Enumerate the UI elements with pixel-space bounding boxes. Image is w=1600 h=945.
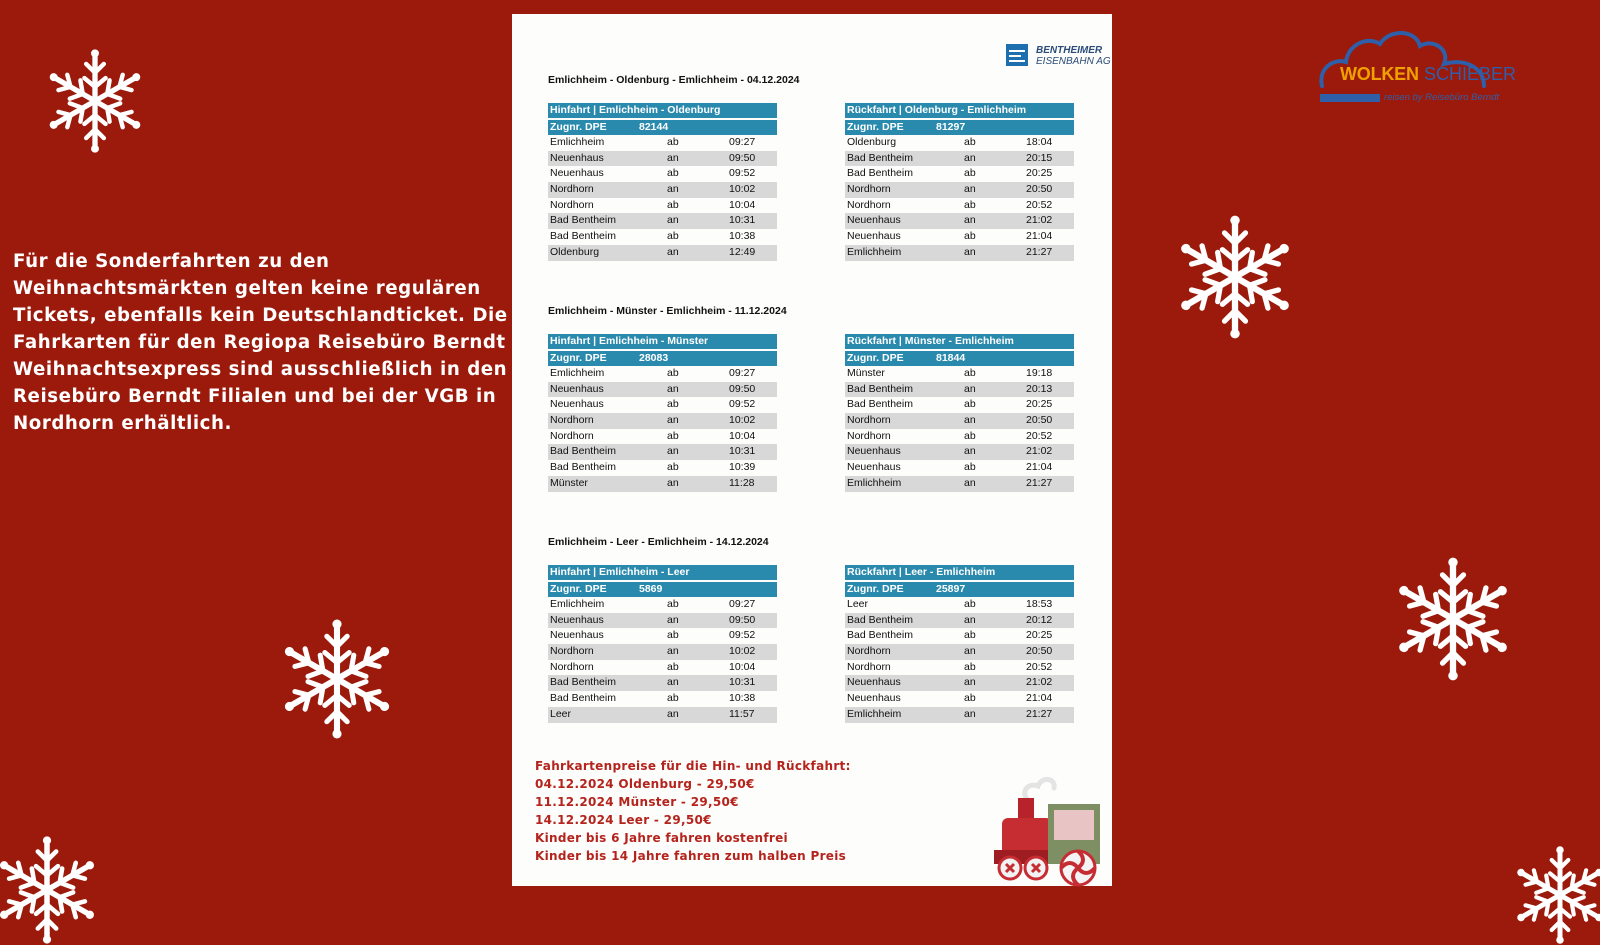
station-name: Emlichheim: [550, 136, 605, 148]
arrival-departure: ab: [964, 398, 976, 411]
time: 20:25: [1026, 398, 1053, 411]
train-number-row: [845, 582, 1074, 597]
time: 20:25: [1026, 629, 1053, 642]
time: 20:50: [1026, 183, 1053, 196]
table-row: [548, 613, 777, 629]
train-number-label: Zugnr. DPE: [847, 121, 904, 133]
time: 10:02: [729, 645, 756, 658]
arrival-departure: ab: [667, 461, 679, 474]
table-row: [845, 151, 1074, 167]
table-row: [845, 613, 1074, 629]
time: 18:04: [1026, 136, 1053, 148]
logo-word-2: SCHIEBER: [1424, 64, 1517, 84]
table-row: [548, 413, 777, 429]
station-name: Nordhorn: [550, 414, 594, 427]
time: 20:52: [1026, 429, 1053, 442]
arrival-departure: an: [964, 613, 976, 626]
price-info: [535, 757, 851, 865]
station-name: Münster: [847, 367, 885, 379]
timetable-header: Hinfahrt | Emlichheim - Münster: [548, 334, 777, 349]
bentheimer-logo-line2: EISENBAHN AG: [1036, 56, 1111, 67]
table-row: [548, 366, 777, 382]
arrival-departure: an: [964, 382, 976, 395]
table-row: [845, 245, 1074, 261]
station-name: Neuenhaus: [550, 629, 604, 642]
outbound-timetable: [548, 565, 777, 723]
arrival-departure: ab: [667, 660, 679, 673]
table-row: [548, 444, 777, 460]
price-line: 11.12.2024 Münster - 29,50€: [535, 795, 739, 809]
table-row: [845, 628, 1074, 644]
arrival-departure: an: [667, 445, 679, 458]
table-row: [548, 597, 777, 613]
arrival-departure: ab: [667, 629, 679, 642]
table-row: [845, 198, 1074, 214]
snowflake-icon: [1390, 556, 1516, 682]
station-name: Bad Bentheim: [847, 629, 913, 642]
table-row: [548, 429, 777, 445]
logo-tagline: reisen by Reisebüro Berndt: [1384, 92, 1500, 103]
table-row: [548, 245, 777, 261]
station-name: Neuenhaus: [847, 230, 901, 243]
table-row: [548, 151, 777, 167]
time: 10:02: [729, 414, 756, 427]
table-row: [548, 660, 777, 676]
snowflake-icon: [1510, 845, 1600, 945]
timetable-section: [548, 74, 1088, 273]
time: 21:27: [1026, 245, 1053, 258]
train-number: 5869: [639, 583, 663, 595]
train-number-row: [548, 120, 777, 135]
price-line: 04.12.2024 Oldenburg - 29,50€: [535, 777, 755, 791]
outbound-timetable: [548, 334, 777, 492]
station-name: Emlichheim: [847, 476, 902, 489]
station-name: Neuenhaus: [847, 676, 901, 689]
station-name: Nordhorn: [847, 414, 891, 427]
arrival-departure: ab: [964, 367, 976, 379]
station-name: Neuenhaus: [550, 398, 604, 411]
railway-logo-icon: [1006, 44, 1028, 66]
arrival-departure: ab: [667, 398, 679, 411]
station-name: Emlichheim: [847, 245, 902, 258]
table-row: [845, 366, 1074, 382]
logo-train-bar: [1320, 94, 1380, 102]
station-name: Nordhorn: [847, 660, 891, 673]
table-row: [845, 460, 1074, 476]
station-name: Oldenburg: [847, 136, 897, 148]
arrival-departure: an: [667, 645, 679, 658]
section-title: Emlichheim - Leer - Emlichheim - 14.12.2024: [548, 536, 769, 548]
station-name: Neuenhaus: [550, 151, 604, 164]
snowflake-icon: [0, 835, 102, 945]
table-row: [548, 182, 777, 198]
return-timetable: [845, 334, 1074, 492]
section-tables: [548, 334, 1088, 504]
table-row: [845, 182, 1074, 198]
snowflake-icon: [42, 48, 148, 154]
arrival-departure: an: [964, 645, 976, 658]
arrival-departure: ab: [964, 167, 976, 180]
time: 09:27: [729, 598, 756, 610]
arrival-departure: an: [667, 151, 679, 164]
station-name: Nordhorn: [847, 645, 891, 658]
table-row: [845, 476, 1074, 492]
time: 20:25: [1026, 167, 1053, 180]
station-name: Münster: [550, 476, 588, 489]
time: 09:50: [729, 382, 756, 395]
train-number-row: [548, 351, 777, 366]
station-name: Bad Bentheim: [847, 613, 913, 626]
arrival-departure: ab: [667, 198, 679, 211]
table-row: [548, 397, 777, 413]
table-row: [548, 166, 777, 182]
time: 20:13: [1026, 382, 1053, 395]
table-row: [845, 229, 1074, 245]
intro-text: Für die Sonderfahrten zu den Weihnachtsmärkten gelten keine regulären Tickets, ebenfalls kein Deutschlandticket. Die Fahrkarten für den Regiopa Reisebüro Berndt Weihnachtsexpress sind ausschließlich in den Reisebüro Berndt Filialen und bei der VGB in Nordhorn erhältlich.: [13, 251, 508, 434]
time: 12:49: [729, 245, 756, 258]
table-row: [548, 213, 777, 229]
arrival-departure: an: [667, 613, 679, 626]
section-title: Emlichheim - Oldenburg - Emlichheim - 04.12.2024: [548, 74, 800, 86]
time: 10:31: [729, 676, 756, 689]
timetable-header: Rückfahrt | Münster - Emlichheim: [845, 334, 1074, 349]
table-row: [845, 413, 1074, 429]
bentheimer-logo-line1: BENTHEIMER: [1036, 45, 1103, 56]
table-row: [845, 691, 1074, 707]
arrival-departure: an: [964, 707, 976, 720]
time: 20:52: [1026, 660, 1053, 673]
train-number: 25897: [936, 583, 966, 595]
table-row: [845, 644, 1074, 660]
time: 20:15: [1026, 151, 1053, 164]
station-name: Leer: [847, 598, 869, 610]
time: 20:52: [1026, 198, 1053, 211]
station-name: Bad Bentheim: [550, 461, 616, 474]
arrival-departure: ab: [667, 136, 679, 148]
station-name: Nordhorn: [847, 198, 891, 211]
timetable-section: [548, 536, 1088, 735]
arrival-departure: ab: [667, 367, 679, 379]
arrival-departure: an: [667, 414, 679, 427]
table-row: [548, 707, 777, 723]
arrival-departure: an: [667, 245, 679, 258]
time: 11:57: [729, 707, 755, 720]
price-line: 14.12.2024 Leer - 29,50€: [535, 813, 712, 827]
table-row: [845, 707, 1074, 723]
station-name: Bad Bentheim: [847, 167, 913, 180]
station-name: Leer: [550, 707, 572, 720]
station-name: Bad Bentheim: [550, 230, 616, 243]
arrival-departure: ab: [964, 230, 976, 243]
table-row: [548, 460, 777, 476]
time: 10:38: [729, 230, 756, 243]
arrival-departure: an: [964, 183, 976, 196]
station-name: Nordhorn: [847, 429, 891, 442]
time: 10:02: [729, 183, 756, 196]
return-timetable: [845, 103, 1074, 261]
station-name: Nordhorn: [550, 645, 594, 658]
arrival-departure: an: [964, 676, 976, 689]
time: 09:50: [729, 613, 756, 626]
station-name: Nordhorn: [847, 183, 891, 196]
arrival-departure: ab: [964, 598, 976, 610]
station-name: Neuenhaus: [847, 214, 901, 227]
station-name: Neuenhaus: [847, 445, 901, 458]
arrival-departure: ab: [964, 629, 976, 642]
timetable-document: [512, 14, 1112, 886]
table-row: [548, 628, 777, 644]
table-row: [845, 597, 1074, 613]
arrival-departure: an: [667, 382, 679, 395]
station-name: Neuenhaus: [550, 613, 604, 626]
train-number-row: [548, 582, 777, 597]
return-timetable: [845, 565, 1074, 723]
station-name: Nordhorn: [550, 183, 594, 196]
station-name: Bad Bentheim: [847, 398, 913, 411]
arrival-departure: an: [964, 445, 976, 458]
time: 21:02: [1026, 445, 1053, 458]
time: 21:27: [1026, 707, 1053, 720]
table-row: [548, 691, 777, 707]
table-row: [548, 198, 777, 214]
time: 21:02: [1026, 676, 1053, 689]
section-title: Emlichheim - Münster - Emlichheim - 11.12.2024: [548, 305, 787, 317]
time: 10:31: [729, 445, 756, 458]
outbound-timetable: [548, 103, 777, 261]
time: 18:53: [1026, 598, 1053, 610]
arrival-departure: an: [964, 214, 976, 227]
section-tables: [548, 565, 1088, 735]
table-row: [548, 135, 777, 151]
arrival-departure: an: [667, 676, 679, 689]
station-name: Neuenhaus: [847, 461, 901, 474]
time: 10:04: [729, 198, 756, 211]
time: 10:04: [729, 429, 756, 442]
train-number-row: [845, 351, 1074, 366]
price-line: Fahrkartenpreise für die Hin- und Rückfahrt:: [535, 759, 851, 773]
time: 21:02: [1026, 214, 1053, 227]
time: 10:04: [729, 660, 756, 673]
table-row: [845, 382, 1074, 398]
station-name: Bad Bentheim: [847, 382, 913, 395]
table-row: [845, 660, 1074, 676]
arrival-departure: ab: [964, 136, 976, 148]
table-row: [548, 229, 777, 245]
train-toy-icon: [994, 768, 1104, 888]
time: 09:52: [729, 167, 756, 180]
arrival-departure: an: [667, 214, 679, 227]
train-number-label: Zugnr. DPE: [550, 352, 607, 364]
price-line: Kinder bis 6 Jahre fahren kostenfrei: [535, 831, 788, 845]
arrival-departure: an: [964, 414, 976, 427]
station-name: Emlichheim: [847, 707, 902, 720]
arrival-departure: ab: [964, 429, 976, 442]
section-tables: [548, 103, 1088, 273]
table-row: [548, 644, 777, 660]
timetable-header: Rückfahrt | Leer - Emlichheim: [845, 565, 1074, 580]
arrival-departure: an: [964, 245, 976, 258]
time: 21:04: [1026, 230, 1053, 243]
station-name: Emlichheim: [550, 598, 605, 610]
arrival-departure: ab: [667, 230, 679, 243]
arrival-departure: ab: [964, 198, 976, 211]
station-name: Bad Bentheim: [550, 692, 616, 705]
station-name: Emlichheim: [550, 367, 605, 379]
time: 21:04: [1026, 692, 1053, 705]
time: 20:12: [1026, 613, 1053, 626]
time: 10:31: [729, 214, 756, 227]
snowflake-icon: [1172, 214, 1298, 340]
table-row: [548, 476, 777, 492]
time: 21:27: [1026, 476, 1053, 489]
price-line: Kinder bis 14 Jahre fahren zum halben Preis: [535, 849, 847, 863]
arrival-departure: ab: [667, 598, 679, 610]
train-number: 28083: [639, 352, 669, 364]
arrival-departure: ab: [964, 660, 976, 673]
arrival-departure: ab: [667, 692, 679, 705]
time: 11:28: [729, 476, 755, 489]
time: 10:38: [729, 692, 756, 705]
timetable-section: [548, 305, 1088, 504]
arrival-departure: ab: [667, 429, 679, 442]
station-name: Nordhorn: [550, 198, 594, 211]
station-name: Nordhorn: [550, 429, 594, 442]
bentheimer-logo: [1006, 44, 1116, 74]
timetable-header: Hinfahrt | Emlichheim - Oldenburg: [548, 103, 777, 118]
table-row: [845, 397, 1074, 413]
station-name: Bad Bentheim: [550, 214, 616, 227]
train-number: 81297: [936, 121, 966, 133]
logo-word-1: WOLKEN: [1340, 64, 1419, 84]
wolkenschieber-logo[interactable]: [1316, 28, 1516, 108]
station-name: Neuenhaus: [847, 692, 901, 705]
time: 09:52: [729, 629, 756, 642]
arrival-departure: ab: [667, 167, 679, 180]
station-name: Bad Bentheim: [550, 445, 616, 458]
time: 09:27: [729, 136, 756, 148]
train-number-label: Zugnr. DPE: [550, 583, 607, 595]
station-name: Bad Bentheim: [550, 676, 616, 689]
table-row: [845, 675, 1074, 691]
train-number-row: [845, 120, 1074, 135]
train-number-label: Zugnr. DPE: [847, 352, 904, 364]
time: 09:27: [729, 367, 756, 379]
time: 19:18: [1026, 367, 1053, 379]
time: 10:39: [729, 461, 756, 474]
arrival-departure: an: [964, 476, 976, 489]
table-row: [845, 135, 1074, 151]
table-row: [548, 382, 777, 398]
time: 09:52: [729, 398, 756, 411]
train-number-label: Zugnr. DPE: [847, 583, 904, 595]
timetable-header: Rückfahrt | Oldenburg - Emlichheim: [845, 103, 1074, 118]
arrival-departure: an: [667, 476, 679, 489]
arrival-departure: ab: [964, 692, 976, 705]
timetable-header: Hinfahrt | Emlichheim - Leer: [548, 565, 777, 580]
arrival-departure: an: [964, 151, 976, 164]
arrival-departure: ab: [964, 461, 976, 474]
time: 21:04: [1026, 461, 1053, 474]
station-name: Neuenhaus: [550, 167, 604, 180]
time: 09:50: [729, 151, 756, 164]
arrival-departure: an: [667, 183, 679, 196]
time: 20:50: [1026, 414, 1053, 427]
station-name: Nordhorn: [550, 660, 594, 673]
station-name: Oldenburg: [550, 245, 600, 258]
table-row: [845, 166, 1074, 182]
table-row: [845, 444, 1074, 460]
train-number: 81844: [936, 352, 966, 364]
table-row: [845, 213, 1074, 229]
train-number-label: Zugnr. DPE: [550, 121, 607, 133]
table-row: [845, 429, 1074, 445]
snowflake-icon: [276, 618, 398, 740]
table-row: [548, 675, 777, 691]
time: 20:50: [1026, 645, 1053, 658]
arrival-departure: an: [667, 707, 679, 720]
train-number: 82144: [639, 121, 669, 133]
station-name: Bad Bentheim: [847, 151, 913, 164]
station-name: Neuenhaus: [550, 382, 604, 395]
